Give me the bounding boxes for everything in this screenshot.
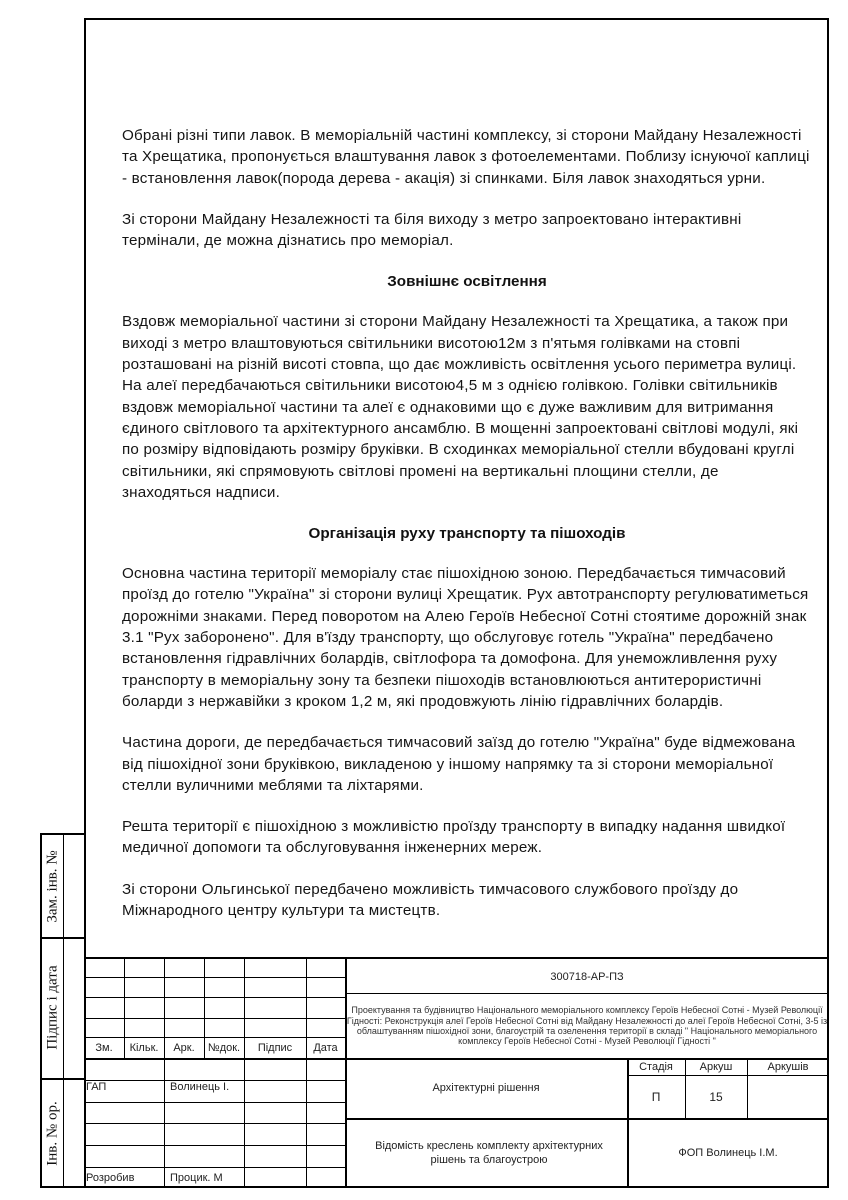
col-ndok: №док. xyxy=(207,1041,241,1054)
col-pidpys: Підпис xyxy=(257,1041,293,1054)
stage-value: П xyxy=(651,1089,661,1104)
col-zm: Зм. xyxy=(95,1041,113,1054)
sheets-total-value xyxy=(747,1075,829,1118)
company-name: ФОП Волинець І.М. xyxy=(678,1147,778,1159)
col-ark: Арк. xyxy=(173,1041,195,1054)
col-data: Дата xyxy=(313,1041,338,1054)
side-stamp xyxy=(40,833,86,1188)
name-gap: Волинець І. xyxy=(170,1081,230,1093)
paragraph-temporary-access: Частина дороги, де передбачається тимчасовий заїзд до готелю "Україна" буде відмежована від пішохідної зони бруківкою, викладеною у іншому напрямку та зі сторони меморіальної стелли вуличними меблями та ліхтарями. xyxy=(122,734,796,794)
sheet-number: 15 xyxy=(709,1089,723,1104)
col-kilk: Кільк. xyxy=(129,1041,159,1054)
explanatory-note-body xyxy=(122,125,812,941)
sheet-title: Відомість креслень комплекту архітектурних рішень та благоустрою xyxy=(375,1140,603,1166)
paragraph-benches: Обрані різні типи лавок. В меморіальній частині комплексу, зі сторони Майдану Незалежності та Хрещатика, пропонується влаштування лавок з фотоелементами. Поблизу існуючої каплиці - встановлення лавок(порода дерева - акація) зі спинками. Біля лавок знаходяться урни. xyxy=(122,127,810,187)
sheet-label: Аркуш xyxy=(699,1060,733,1073)
role-gap: ГАП xyxy=(86,1081,107,1093)
role-developer: Розробив xyxy=(86,1171,135,1184)
stamp-signature-date: Підпис і дата xyxy=(44,965,61,1050)
section-name: Архітектурні рішення xyxy=(432,1082,540,1094)
stamp-replacement-inv: Зам. інв. № xyxy=(44,849,61,923)
stage-label: Стадія xyxy=(639,1060,673,1073)
paragraph-lighting: Вздовж меморіальної частини зі сторони Майдану Незалежності та Хрещатика, а також при виході з метро влаштовуються світильники висотою12м з п'ятьмя голівками на стовпі розташовані на різній висоті стовпа, що дає можливість освітлення усього периметра вулиці. На алеї передбачаються світильники висотою4,5 м з однією голівкою. Голівки світильників вздовж меморіальної частини та алеї є однаковими що є дуже важливим для витримання єдиного світлового та архітектурного ансамблю. В мощенні запроектовані світлові модулі, які по розміру відповідають розміру бруківки. В сходинках меморіальної стелли вбудовані круглі світильники, які спрямовують світлові промені на вертикальні площини стелли, де знаходяться надписи. xyxy=(122,313,799,501)
stamp-original-inv: Інв. № ор. xyxy=(44,1100,61,1166)
document-code: 300718-АР-ПЗ xyxy=(550,971,624,983)
paragraph-pedestrian-zone: Основна частина території меморіалу стає пішохідною зоною. Передбачається тимчасовий проїзд до готелю "Україна" зі сторони вулиці Хрещатик. Рух автотранспорту регулюватиметься дорожніми знаками. Перед поворотом на Алею Героїв Небесної Сотні стоятиме дорожній знак 3.1 "Рух заборонено". Для в'їзду транспорту, що обслуговує готель "Україна" передбачено встановлення гідравлічних болардів, світлофора та домофона. Для унеможливлення руху транспорту в меморіальну зону та безпеки пішоходів встановлюються антитерористичні боларди з нержавійки з кроком 1,2 м, які продовжують лінію гідравлічних болардів. xyxy=(122,565,809,710)
name-developer: Процик. М xyxy=(170,1171,223,1184)
paragraph-terminals: Зі сторони Майдану Незалежності та біля виходу з метро запроектовано інтерактивні термінали, де можна дізнатись про меморіал. xyxy=(122,210,742,250)
sheets-total-label: Аркушів xyxy=(767,1060,809,1073)
paragraph-emergency-access: Решта території є пішохідною з можливістю проїзду транспорту в випадку надання швидкої медичної допомоги та обслуговування інженерних мереж. xyxy=(122,818,786,857)
title-block xyxy=(84,957,829,1188)
heading-outdoor-lighting: Зовнішнє освітлення xyxy=(387,273,547,291)
heading-traffic-organization: Організація руху транспорту та пішоходів xyxy=(308,525,626,543)
project-title: Проектування та будівництво Національного меморіального комплексу Героїв Небесної Сотні - Музей Революції Гідності: Реконструкція алеї Героїв Небесної Сотні від Майдану Незалежності до алеї Героїв Небесної Сотні, 3-5 із облаштуванням пішохідної зони, благоустрій та озеленення території в складі " Національного меморіального комплексу Героїв Небесної Сотні - Музей Революції Гідності " xyxy=(346,1005,828,1047)
paragraph-service-access: Зі сторони Ольгинської передбачено можливість тимчасового службового проїзду до Міжнародного центру культури та мистецтв. xyxy=(122,880,739,920)
